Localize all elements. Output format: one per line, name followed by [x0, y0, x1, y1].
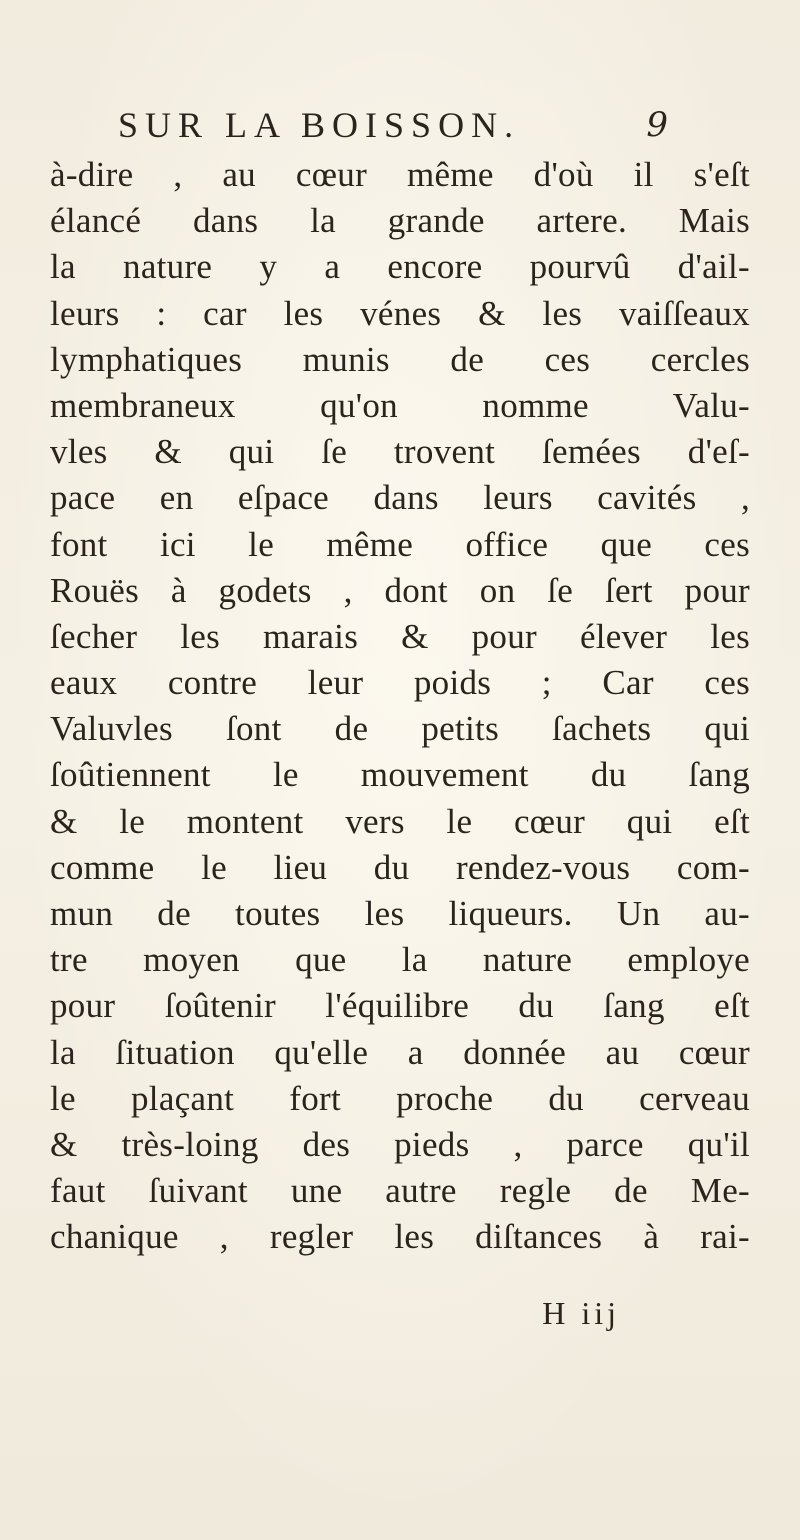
gathering-signature: H iij	[542, 1295, 620, 1331]
text-line: la nature y a encore pourvû d'ail-	[50, 247, 750, 287]
text-line: la ſituation qu'elle a donnée au cœur	[50, 1032, 750, 1072]
text-line: membraneux qu'on nomme Valu-	[50, 385, 750, 425]
text-line: pour ſoûtenir l'équilibre du ſang eſt	[50, 986, 750, 1026]
text-line: vles & qui ſe trovent ſemées d'eſ-	[50, 432, 750, 472]
text-line: font ici le même office que ces	[50, 524, 750, 564]
text-line: Rouës à godets , dont on ſe ſert pour	[50, 570, 750, 610]
text-line: ſecher les marais & pour élever les	[50, 616, 750, 656]
text-line: faut ſuivant une autre regle de Me-	[50, 1171, 750, 1211]
text-line: mun de toutes les liqueurs. Un au-	[50, 894, 750, 933]
text-line: chanique , regler les diſtances à rai-	[50, 1217, 750, 1257]
text-line: à-dire , au cœur même d'où il s'eſt	[50, 155, 750, 194]
text-line: Valuvles ſont de petits ſachets qui	[50, 709, 750, 749]
text-line: le plaçant fort proche du cerveau	[50, 1078, 750, 1118]
text-line: & très-loing des pieds , parce qu'il	[50, 1124, 750, 1164]
signature-row	[50, 1290, 750, 1336]
page-number: 9	[646, 105, 668, 145]
text-line: pace en eſpace dans leurs cavités ,	[50, 478, 750, 518]
text-line: élancé dans la grande artere. Mais	[50, 201, 750, 241]
text-line: tre moyen que la nature employe	[50, 940, 750, 980]
text-line: leurs : car les vénes & les vaiſſeaux	[50, 293, 750, 333]
body-text	[50, 152, 750, 1261]
text-line: ſoûtiennent le mouvement du ſang	[50, 755, 750, 795]
text-line: eaux contre leur poids ; Car ces	[50, 663, 750, 703]
text-line: comme le lieu du rendez-vous com-	[50, 847, 750, 887]
text-line: & le montent vers le cœur qui eſt	[50, 801, 750, 841]
text-line: lymphatiques munis de ces cercles	[50, 339, 750, 379]
running-head	[118, 100, 678, 150]
running-title: SUR LA BOISSON.	[118, 105, 521, 145]
